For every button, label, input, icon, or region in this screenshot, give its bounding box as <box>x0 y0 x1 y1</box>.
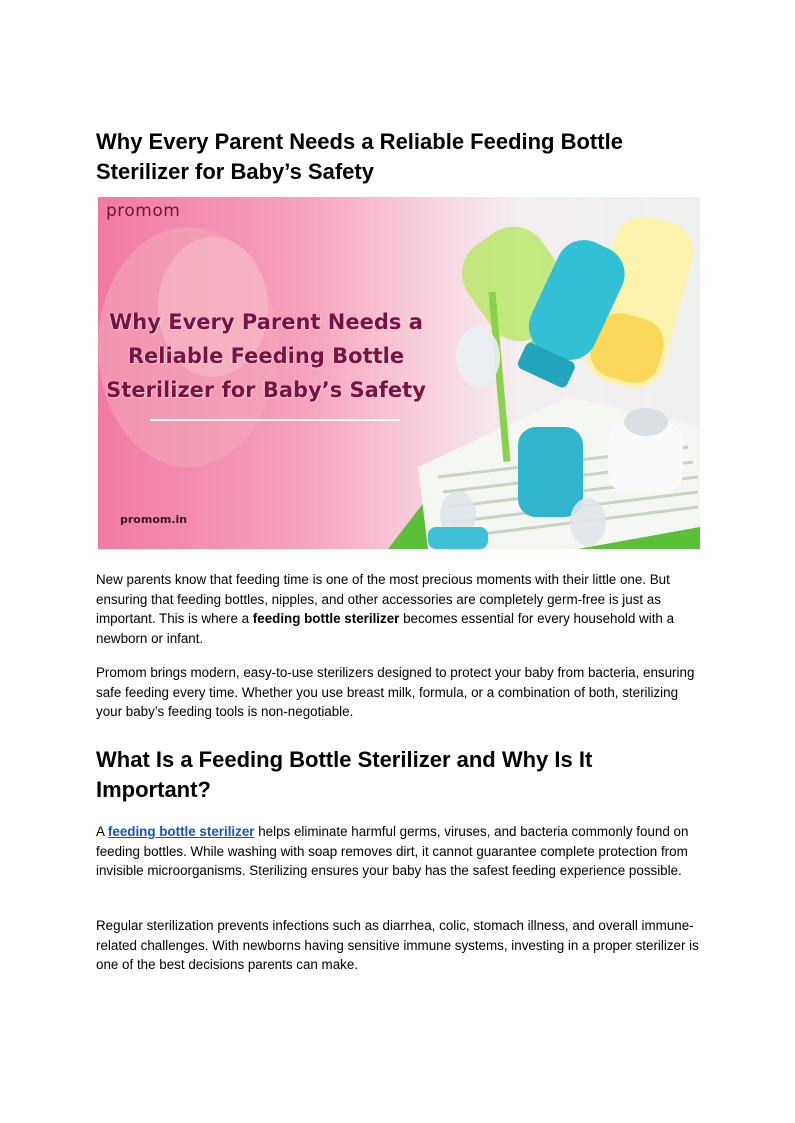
section-heading: What Is a Feeding Bottle Sterilizer and Why Is It Important? <box>96 747 593 802</box>
bold-phrase: feeding bottle sterilizer <box>252 611 400 626</box>
hero-overlay-title: Why Every Parent Needs a Reliable Feeding Bottle Sterilizer for Baby’s Safety <box>106 310 426 402</box>
section-paragraph-1: A feeding bottle sterilizer helps eliminate harmful germs, viruses, and bacteria commonly found on feeding bottles. While washing with soap removes dirt, it cannot guarantee complete protection from invisible microorganisms. Sterilizing ensures your baby has the safest feeding experience possible. <box>96 824 689 878</box>
hero-brand-logo: promom <box>106 201 181 221</box>
section-paragraph-2: Regular sterilization prevents infections such as diarrhea, colic, stomach illness, and overall immune-related challenges. With newborns having sensitive immune systems, investing in a proper sterilizer is one of the best decisions parents can make. <box>96 918 699 972</box>
hero-site-url: promom.in <box>120 513 188 526</box>
hero-divider <box>150 419 400 421</box>
hero-image <box>98 197 700 549</box>
intro-paragraph-2: Promom brings modern, easy-to-use sterilizers designed to protect your baby from bacteria, ensuring safe feeding every time. Whether you use breast milk, formula, or a combination of both, sterilizing your baby’s feeding tools is non-negotiable. <box>96 665 695 719</box>
intro-paragraph-1: New parents know that feeding time is one of the most precious moments with their little one. But ensuring that feeding bottles, nipples, and other accessories are completely germ-free is just as important. This is where a feeding bottle sterilizer becomes essential for every household with a newborn or infant. <box>96 572 675 646</box>
sterilizer-link[interactable]: feeding bottle sterilizer <box>107 824 255 839</box>
article-title: Why Every Parent Needs a Reliable Feeding Bottle Sterilizer for Baby’s Safety <box>96 129 623 184</box>
